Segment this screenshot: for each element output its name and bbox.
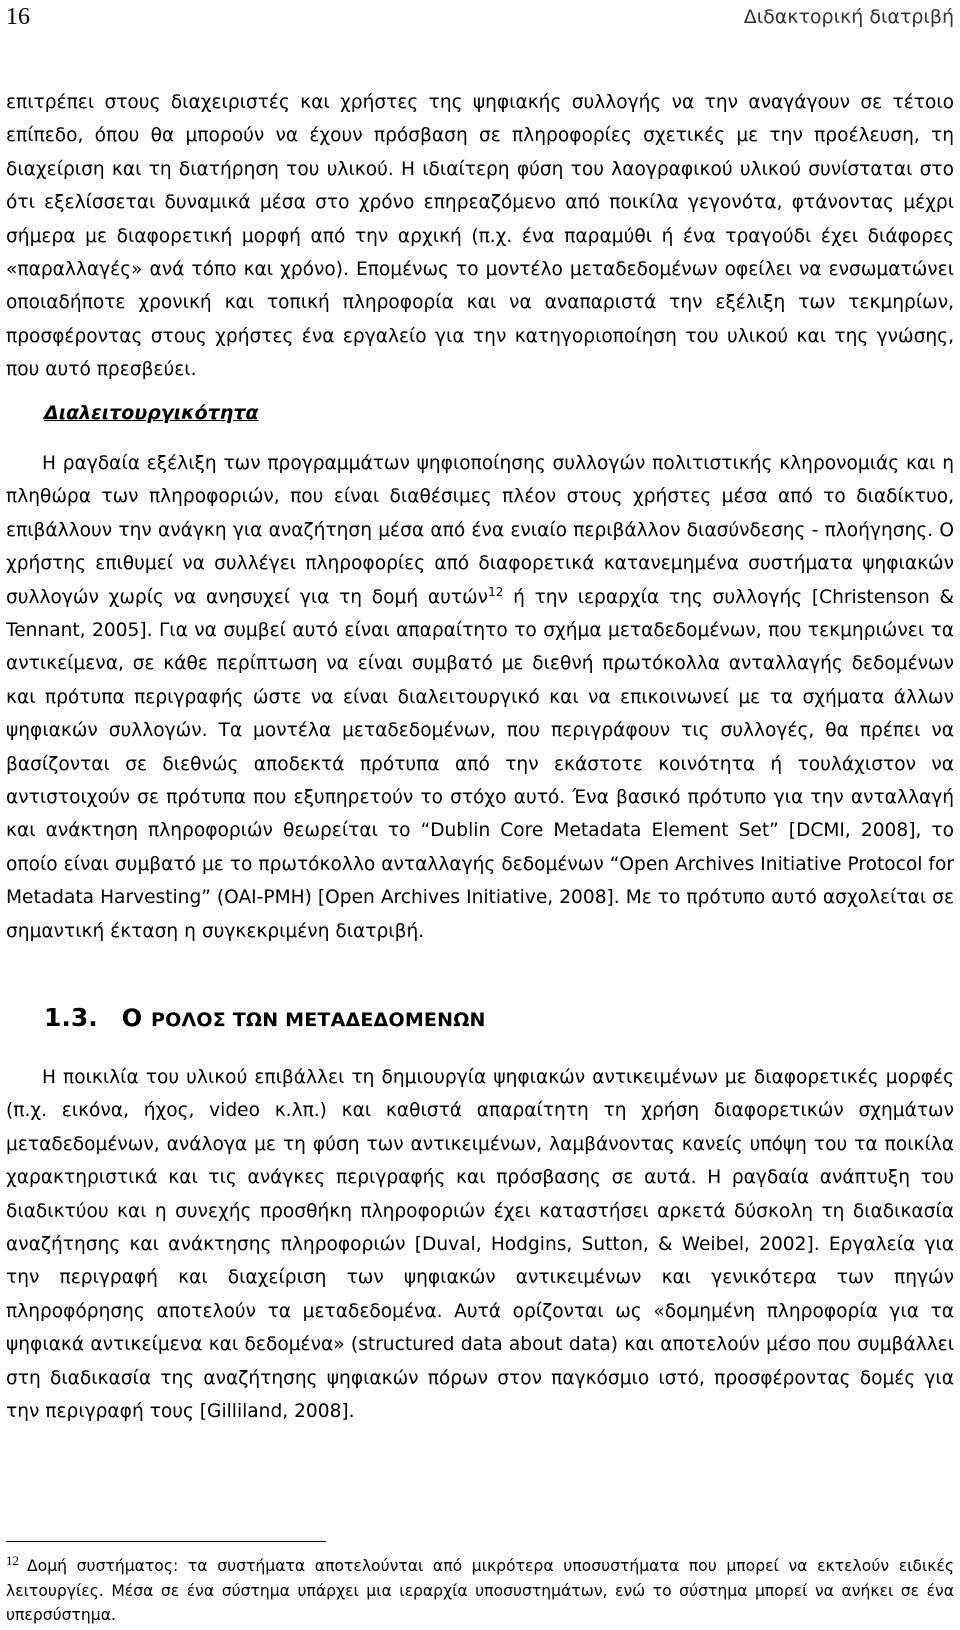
footnote-number: 12 — [6, 1552, 19, 1568]
section-heading — [44, 1003, 486, 1032]
footnote-text: Δομή συστήματος: τα συστήματα αποτελούνται από μικρότερα υποσυστήματα που μπορεί να εκτελούν ειδικές λειτουργίες. Μέσα σε ένα σύστημα υπάρχει μια ιεραρχία υποσυστημάτων, ενώ το σύστημα μπορεί να ανήκει σε ένα υπερσύστημα. — [6, 1557, 954, 1624]
section-title-initial: Ο — [121, 1004, 143, 1032]
interoperability-text-part1: Η ραγδαία εξέλιξη των προγραμμάτων ψηφιοποίησης συλλογών πολιτιστικής κληρονομιάς και η πληθώρα των πληροφοριών, που είναι διαθέσιμες πλέον στους χρήστες μέσα από το διαδίκτυο, επιβάλλουν την ανάγκη για αναζήτηση μέσα από ένα ενιαίο περιβάλλον διασύνδεσης - πλοήγησης. Ο χρήστης επιθυμεί να συλλέγει πληροφορίες από διαφορετικά κατανεμημένα συστήματα ψηφιακών συλλογών χωρίς να ανησυχεί για τη δομή αυτών — [6, 453, 954, 608]
footnote — [6, 1554, 954, 1628]
interoperability-paragraph — [6, 447, 954, 948]
section-title — [122, 1004, 486, 1032]
running-title: Διδακτορική διατριβή — [743, 6, 954, 28]
roles-paragraph: Η ποικιλία του υλικού επιβάλλει τη δημιουργία ψηφιακών αντικειμένων με διαφορετικές μορφές (π.χ. εικόνα, ήχος, video κ.λπ.) και καθιστά απαραίτητη τη χρήση διαφορετικών σχημάτων μεταδεδομένων, ανάλογα με τη φύση των αντικειμένων, λαμβάνοντας κανείς υπόψη του τα ποικίλα χαρακτηριστικά και τις ανάγκες περιγραφής και πρόσβασης σε αυτά. Η ραγδαία ανάπτυξη του διαδικτύου και η συνεχής προσθήκη πληροφοριών έχει καταστήσει αρκετά δύσκολη τη διαδικασία αναζήτησης και ανάκτησης πληροφοριών [Duval, Hodgins, Sutton, & Weibel, 2002]. Εργαλεία για την περιγραφή και διαχείριση των ψηφιακών αντικειμένων και γενικότερα των πηγών πληροφόρησης αποτελούν τα μεταδεδομένα. Αυτά ορίζονται ως «δομημένη πληροφορία για τα ψηφιακά αντικείμενα και δεδομένα» (structured data about data) και αποτελούν μέσο που συμβάλλει στη διαδικασία της αναζήτησης ψηφιακών πόρων στον παγκόσμιο ιστό, προσφέροντας δομές για την περιγραφή τους [Gilliland, 2008]. — [6, 1067, 954, 1423]
page-header — [6, 2, 954, 40]
interoperability-heading: Διαλειτουργικότητα — [44, 402, 259, 424]
section-number: 1.3. — [44, 1003, 98, 1032]
section-title-rest: ΡΟΛΟΣ ΤΩΝ ΜΕΤΑΔΕΔΟΜΕΝΩΝ — [150, 1009, 486, 1031]
footnote-divider — [6, 1541, 326, 1542]
intro-paragraph: επιτρέπει στους διαχειριστές και χρήστες της ψηφιακής συλλογής να την αναγάγουν σε τέτοιο επίπεδο, όπου θα μπορούν να έχουν πρόσβαση σε πληροφορίες σχετικές με την προέλευση, τη διαχείριση και τη διατήρηση του υλικού. Η ιδιαίτερη φύση του λαογραφικού υλικού συνίσταται στο ότι εξελίσσεται δυναμικά μέσα στο χρόνο επηρεαζόμενο από ποικίλα γεγονότα, φτάνοντας μέχρι σήμερα με διαφορετική μορφή από την αρχική (π.χ. ένα παραμύθι ή ένα τραγούδι έχει διάφορες «παραλλαγές» ανά τόπο και χρόνο). Επομένως το μοντέλο μεταδεδομένων οφείλει να ενσωματώνει οποιαδήποτε χρονική και τοπική πληροφορία και να αναπαριστά την εξέλιξη των τεκμηρίων, προσφέροντας στους χρήστες ένα εργαλείο για την κατηγοριοποίηση του υλικού και της γνώσης, που αυτό πρεσβεύει. — [6, 92, 954, 381]
page-number: 16 — [6, 4, 30, 30]
footnote-reference[interactable]: 12 — [488, 584, 504, 599]
interoperability-text-part2: ή την ιεραρχία της συλλογής [Christenson & Tennant, 2005]. Για να συμβεί αυτό είναι απαραίτητο το σχήμα μεταδεδομένων, που τεκμηριώνει τα αντικείμενα, σε κάθε περίπτωση να είναι συμβατό με διεθνή πρωτόκολλα ανταλλαγής δεδομένων και πρότυπα περιγραφής ώστε να είναι διαλειτουργικό και να επικοινωνεί με τα σχήματα άλλων ψηφιακών συλλογών. Τα μοντέλα μεταδεδομένων, που περιγράφουν τις συλλογές, θα πρέπει να βασίζονται σε διεθνώς αποδεκτά πρότυπα από την εκάστοτε κοινότητα ή τουλάχιστον να αντιστοιχούν σε πρότυπα που εξυπηρετούν το στόχο αυτό. Ένα βασικό πρότυπο για την ανταλλαγή και ανάκτηση πληροφοριών θεωρείται το “Dublin Core Metadata Element Set” [DCMI, 2008], το οποίο είναι συμβατό με το πρωτόκολλο ανταλλαγής δεδομένων “Open Archives Initiative Protocol for Metadata Harvesting” (OAI-PMH) [Open Archives Initiative, 2008]. Με το πρότυπο αυτό ασχολείται σε σημαντική έκταση η συγκεκριμένη διατριβή. — [6, 586, 955, 942]
